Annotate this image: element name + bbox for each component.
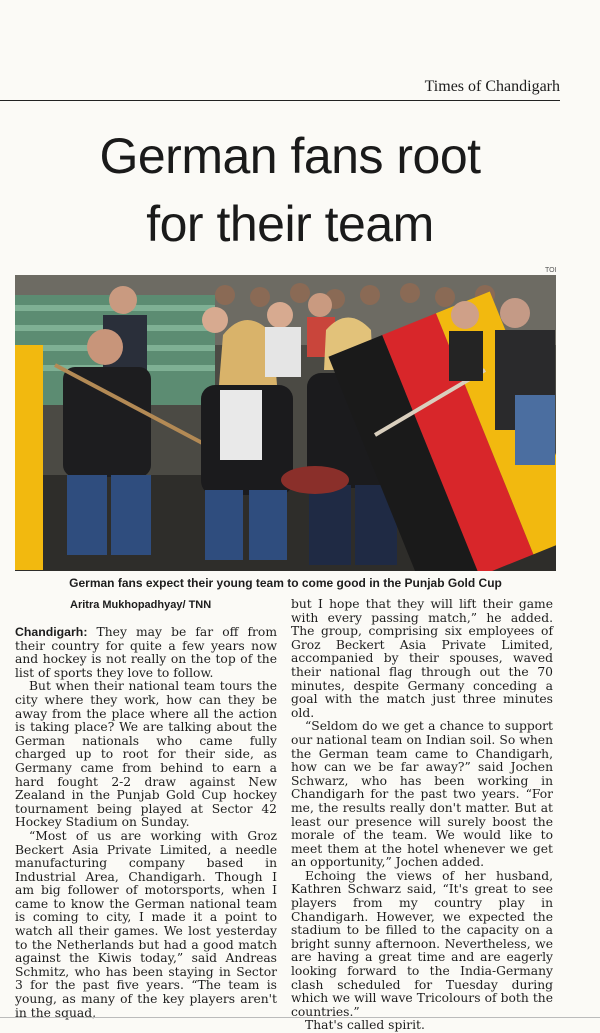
- article-paragraph-6: Echoing the views of her husband, Kathren Schwarz said, “It's great to see players from my country play in Chandigarh. However, we expected the stadium to be filled to the capacity on a bright sunny afternoon. Nevertheless, we are having a great time and are eagerly looking forward to the India-Germany clash scheduled for Tuesday during which we will wave Tricolours of both the countries.”: [291, 868, 553, 1019]
- article-paragraph-4: but I hope that they will lift their game with every passing match,” he added. The group, comprising six employees of Groz Beckert Asia Private Limited, accompanied by their spouses, waved their national flag through out the 70 minutes, despite Germany conceding a goal with the match just three minutes old.: [291, 597, 553, 720]
- masthead: Times of Chandigarh: [424, 78, 560, 95]
- article-column-right: [291, 598, 553, 1033]
- headline-line-1: German fans root: [99, 128, 481, 184]
- dateline: Chandigarh:: [15, 625, 88, 639]
- article-lead-text: They may be far off from their country for quite a few years now and hockey is not really on the top of the list of sports they love to follow.: [15, 625, 277, 680]
- article-column-left: [15, 626, 277, 1020]
- article-paragraph-7: That's called spirit.: [305, 1018, 425, 1033]
- photo-caption: German fans expect their young team to come good in the Punjab Gold Cup: [69, 576, 502, 590]
- photo-credit: TOI: [545, 267, 557, 274]
- headline: [0, 122, 580, 258]
- header-rule: [0, 100, 560, 101]
- fans-illustration: [15, 275, 556, 571]
- article-paragraph-1: [15, 626, 277, 680]
- page-bottom-rule: [0, 1017, 600, 1018]
- article-paragraph-5: “Seldom do we get a chance to support our national team on Indian soil. So when the German team came to Chandigarh, how can we be far away?” said Jochen Schwarz, who has been working in Chandigarh for the past two years. “For me, the results really don't matter. But at least our presence will surely boost the morale of the team. We would like to meet them at the hotel whenever we get an opportunity,” Jochen added.: [291, 719, 553, 870]
- byline: Aritra Mukhopadhyay/ TNN: [70, 599, 212, 611]
- article-paragraph-3: “Most of us are working with Groz Beckert Asia Private Limited, a needle manufacturing company based in Industrial Area, Chandigarh. Though I am big follower of motorsports, when I came to know the German national team is coming to city, I made it a point to watch all their games. We lost yesterday to the Netherlands but had a good match against the Kiwis today,” said Andreas Schmitz, who has been staying in Sector 3 for the past five years. “The team is young, as many of the key players aren't in the squad,: [15, 828, 277, 1020]
- news-photo: [15, 275, 556, 571]
- headline-line-2: for their team: [146, 196, 434, 252]
- article-paragraph-2: But when their national team tours the city where they work, how can they be away from the place where all the action is taking place? We are talking about the German nationals who came fully charged up to root for their side, as Germany came from behind to earn a hard fought 2-2 draw against New Zealand in the Punjab Gold Cup hockey tournament being played at Sector 42 Hockey Stadium on Sunday.: [15, 679, 277, 830]
